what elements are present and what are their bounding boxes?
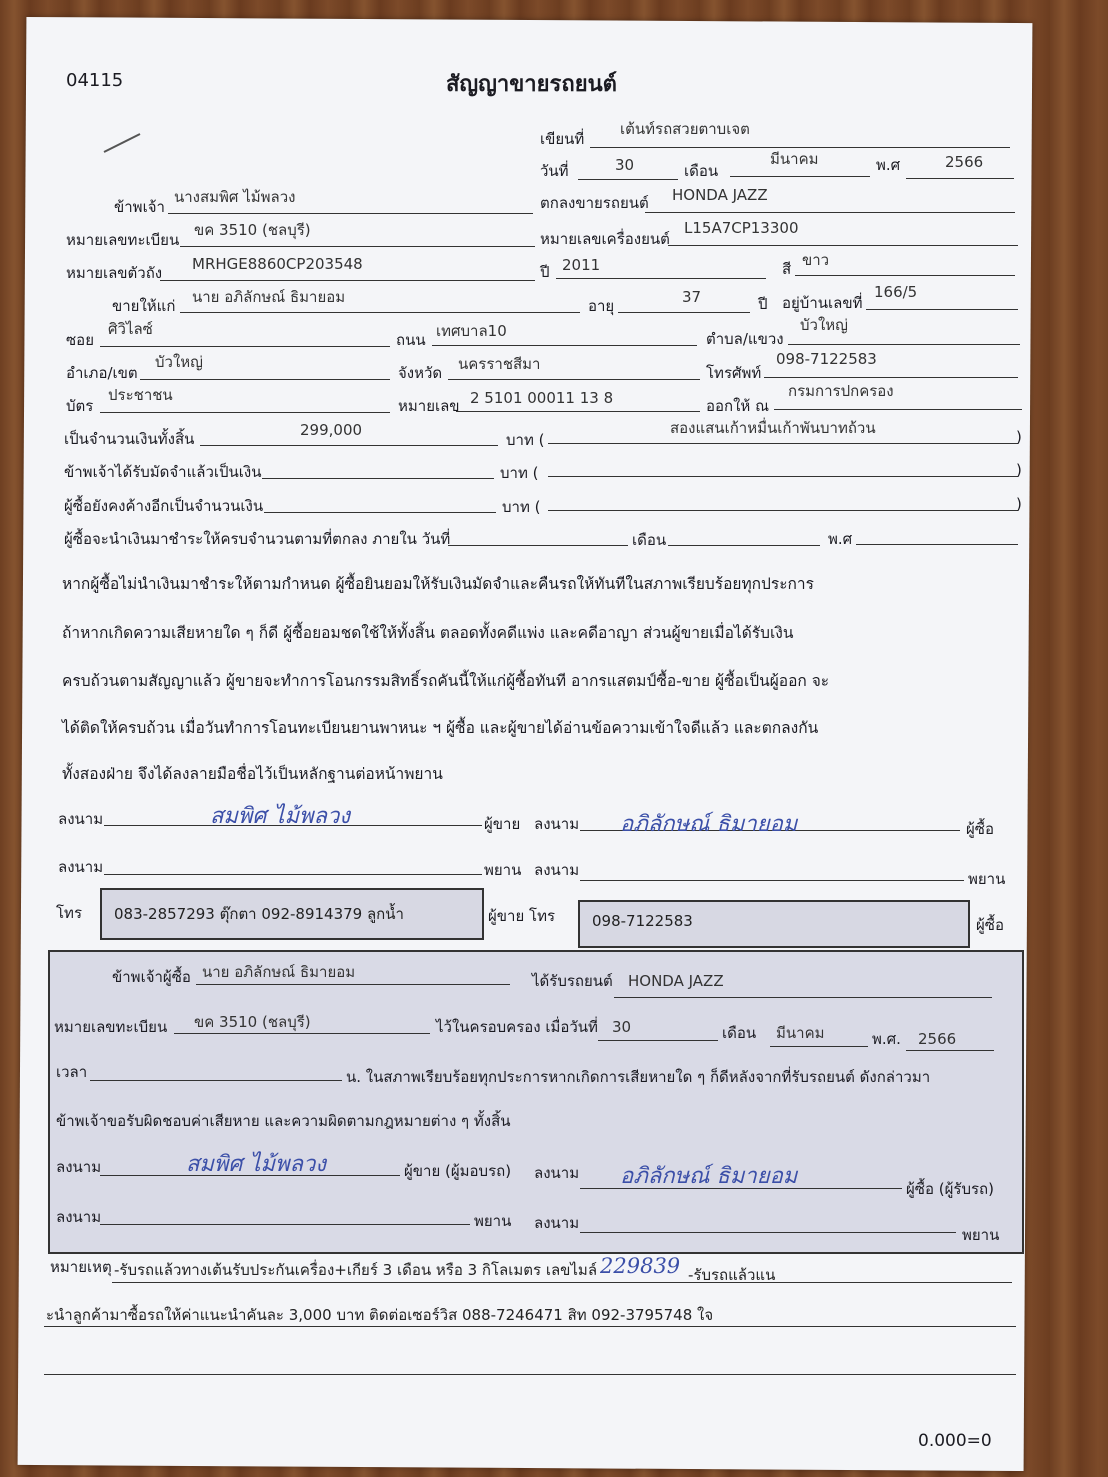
- date-day-label: วันที่: [540, 162, 569, 180]
- subdistrict-value: บัวใหญ่: [800, 316, 848, 334]
- date-month-label: เดือน: [684, 162, 719, 180]
- receipt-plate-label: หมายเลขทะเบียน: [54, 1018, 168, 1036]
- seller-name: นางสมพิศ ไม้พลวง: [174, 188, 296, 206]
- witness2-role: พยาน: [968, 870, 1006, 888]
- seller-sign-label: ลงนาม: [58, 810, 104, 828]
- receipt-buyer-signature: อภิลักษณ์ ธิมายอม: [620, 1164, 798, 1189]
- id-value: 2 5101 00011 13 8: [470, 389, 614, 407]
- receipt-seller-role: ผู้ขาย (ผู้มอบรถ): [404, 1162, 512, 1180]
- plate-label: หมายเลขทะเบียน: [66, 231, 180, 249]
- note-mileage: 229839: [600, 1254, 681, 1278]
- chassis-value: MRHGE8860CP203548: [192, 255, 363, 273]
- terms-line: ครบถ้วนตามสัญญาแล้ว ผู้ขายจะทำการโอนกรรมสิทธิ์รถคันนี้ให้แก่ผู้ซื้อทันที อากรแสตมป์ซื้อ-ขาย ผู้ซื้อเป็นผู้ออก จะ: [62, 672, 830, 690]
- receipt-buyer-name: นาย อภิลักษณ์ ธิมายอม: [202, 963, 356, 981]
- province-value: นครราชสีมา: [458, 355, 541, 373]
- deposit-label: ข้าพเจ้าได้รับมัดจำแล้วเป็นเงิน: [64, 463, 262, 481]
- receipt-witness2-role: พยาน: [962, 1226, 1000, 1244]
- terms-line: หากผู้ซื้อไม่นำเงินมาชำระให้ตามกำหนด ผู้ซื้อยินยอมให้รับเงินมัดจำและคืนรถให้ทันทีในสภาพเรียบร้อยทุกประการ: [62, 575, 814, 593]
- house-label: อยู่บ้านเลขที่: [782, 294, 863, 312]
- engine-label: หมายเลขเครื่องยนต์: [540, 230, 670, 248]
- pen-mark: [100, 128, 150, 158]
- house-value: 166/5: [874, 283, 918, 301]
- color-value: ขาว: [802, 251, 830, 269]
- car-model: HONDA JAZZ: [672, 186, 768, 204]
- note-line-1: -รับรถแล้วทางเต้นรับประกันเครื่อง+เกียร์ 3 เดือน หรือ 3 กิโลเมตร เลขไมล์: [114, 1261, 598, 1279]
- due-label: ผู้ซื้อจะนำเงินมาชำระให้ครบจำนวนตามที่ตกลง ภายใน วันที่: [64, 530, 451, 548]
- terms-line: ถ้าหากเกิดความเสียหายใด ๆ ก็ดี ผู้ซื้อยอมชดใช้ให้ทั้งสิ้น ตลอดทั้งคดีแพ่ง และคดีอาญา ส่วนผู้ขายเมื่อได้รับเงิน: [62, 624, 794, 642]
- buyer-sign-label: ลงนาม: [534, 815, 580, 833]
- total-value: 299,000: [300, 421, 363, 439]
- id-label: หมายเลข: [398, 397, 460, 415]
- total-close: ): [1016, 428, 1022, 446]
- age-unit: ปี: [758, 295, 768, 313]
- date-year: 2566: [945, 153, 984, 171]
- receipt-buyer-sign-label: ลงนาม: [534, 1164, 580, 1182]
- buyer-role: ผู้ซื้อ: [966, 820, 994, 838]
- chassis-label: หมายเลขตัวถัง: [66, 264, 163, 282]
- soi-label: ซอย: [66, 331, 94, 349]
- receipt-seller-signature: สมพิศ ไม้พลวง: [186, 1152, 327, 1177]
- total-words: สองแสนเก้าหมื่นเก้าพันบาทถ้วน: [670, 419, 876, 437]
- time-label: เวลา: [56, 1063, 88, 1081]
- remain-baht: บาท (: [502, 498, 541, 516]
- receipt-month-label: เดือน: [722, 1024, 757, 1042]
- receipt-month: มีนาคม: [776, 1024, 825, 1042]
- district-label: อำเภอ/เขต: [66, 364, 138, 382]
- agree-label: ตกลงขายรถยนต์: [540, 194, 649, 212]
- total-label: เป็นจำนวนเงินทั้งสิ้น: [64, 430, 195, 448]
- seller-phone-box: [100, 888, 484, 940]
- road-value: เทศบาล10: [436, 322, 507, 340]
- sell-to-label: ขายให้แก่: [112, 297, 176, 315]
- issued-value: กรมการปกครอง: [788, 382, 894, 400]
- due-year-label: พ.ศ: [828, 530, 853, 548]
- place-value: เต้นท์รถสวยตาบเจต: [620, 120, 750, 138]
- receipt-witness1-label: ลงนาม: [56, 1208, 102, 1226]
- deposit-close: ): [1016, 461, 1022, 479]
- received-label: ได้รับรถยนต์: [532, 972, 613, 990]
- car-year-label: ปี: [540, 263, 550, 281]
- note-line-1-end: -รับรถแล้วแน: [688, 1266, 776, 1284]
- receipt-buyer-label: ข้าพเจ้าผู้ซื้อ: [112, 968, 191, 986]
- buyer-phone-value: 098-7122583: [776, 350, 877, 368]
- date-day: 30: [615, 156, 635, 174]
- buyer-phone-boxed: 098-7122583: [592, 912, 693, 930]
- receipt-seller-sign-label: ลงนาม: [56, 1158, 102, 1176]
- buyer-phone-label: โทรศัพท์: [706, 364, 762, 382]
- receipt-witness1-role: พยาน: [474, 1212, 512, 1230]
- age-value: 37: [682, 288, 702, 306]
- due-month-label: เดือน: [632, 531, 667, 549]
- received-car: HONDA JAZZ: [628, 972, 724, 990]
- witness1-sign-label: ลงนาม: [58, 858, 104, 876]
- remain-close: ): [1016, 495, 1022, 513]
- note-label: หมายเหตุ: [50, 1258, 112, 1276]
- receipt-buyer-role: ผู้ซื้อ (ผู้รับรถ): [906, 1180, 994, 1198]
- deposit-baht: บาท (: [500, 464, 539, 482]
- receipt-year: 2566: [918, 1030, 957, 1048]
- seller-phone-role: ผู้ขาย โทร: [488, 907, 556, 925]
- witness1-role: พยาน: [484, 861, 522, 879]
- date-month: มีนาคม: [770, 150, 819, 168]
- seller-label: ข้าพเจ้า: [114, 198, 165, 216]
- footer-mark: 0.000=0: [918, 1431, 992, 1451]
- phone-label: โทร: [56, 904, 83, 922]
- buyer-signature: อภิลักษณ์ ธิมายอม: [620, 812, 798, 837]
- witness2-sign-label: ลงนาม: [534, 861, 580, 879]
- buyer-name: นาย อภิลักษณ์ ธิมายอม: [192, 288, 346, 306]
- province-label: จังหวัด: [398, 364, 443, 382]
- road-label: ถนน: [396, 331, 426, 349]
- terms-line: ทั้งสองฝ่าย จึงได้ลงลายมือชื่อไว้เป็นหลักฐานต่อหน้าพยาน: [62, 765, 443, 783]
- seller-phones: 083-2857293 ตุ๊กตา 092-8914379 ลูกน้ำ: [114, 905, 404, 923]
- color-label: สี: [782, 260, 792, 278]
- age-label: อายุ: [588, 297, 615, 315]
- buyer-phone-role: ผู้ซื้อ: [976, 916, 1004, 934]
- document-number: 04115: [66, 70, 124, 91]
- receipt-box: [48, 950, 1024, 1254]
- seller-signature: สมพิศ ไม้พลวง: [210, 804, 351, 829]
- issued-label: ออกให้ ณ: [706, 397, 769, 415]
- note-line-2: ะนำลูกค้ามาซื้อรถให้ค่าแนะนำคันละ 3,000 บาท ติดต่อเซอร์วิส 088-7246471 สิท 092-3795748 ใจ: [46, 1306, 714, 1324]
- possess-label: ไว้ในครอบครอง เมื่อวันที่: [436, 1018, 598, 1036]
- receipt-year-label: พ.ศ.: [872, 1030, 901, 1048]
- buyer-phone-box: [578, 900, 970, 948]
- car-year: 2011: [562, 256, 601, 274]
- page-title: สัญญาขายรถยนต์: [446, 72, 617, 97]
- engine-value: L15A7CP13300: [684, 219, 799, 237]
- card-value: ประชาชน: [108, 386, 173, 404]
- date-year-label: พ.ศ: [876, 156, 901, 174]
- receipt-clause-1: น. ในสภาพเรียบร้อยทุกประการหากเกิดการเสียหายใด ๆ ก็ดีหลังจากที่รับรถยนต์ ดังกล่าวมา: [346, 1068, 931, 1086]
- remain-label: ผู้ซื้อยังคงค้างอีกเป็นจำนวนเงิน: [64, 497, 264, 515]
- receipt-plate: ขค 3510 (ชลบุรี): [194, 1013, 311, 1031]
- receipt-day: 30: [612, 1018, 632, 1036]
- total-baht: บาท (: [506, 431, 545, 449]
- receipt-clause-2: ข้าพเจ้าขอรับผิดชอบค่าเสียหาย และความผิดตามกฎหมายต่าง ๆ ทั้งสิ้น: [56, 1112, 511, 1130]
- card-label: บัตร: [66, 397, 94, 415]
- district-value: บัวใหญ่: [155, 353, 203, 371]
- place-label: เขียนที่: [540, 130, 585, 148]
- receipt-witness2-label: ลงนาม: [534, 1214, 580, 1232]
- soi-value: ศิวิไลซ์: [108, 320, 153, 338]
- terms-line: ได้ติดให้ครบถ้วน เมื่อวันทำการโอนทะเบียนยานพาหนะ ฯ ผู้ซื้อ และผู้ขายได้อ่านข้อความเข้าใจดีแล้ว และตกลงกัน: [62, 719, 819, 737]
- subdistrict-label: ตำบล/แขวง: [706, 330, 784, 348]
- plate-value: ขค 3510 (ชลบุรี): [194, 221, 311, 239]
- seller-role: ผู้ขาย: [484, 815, 521, 833]
